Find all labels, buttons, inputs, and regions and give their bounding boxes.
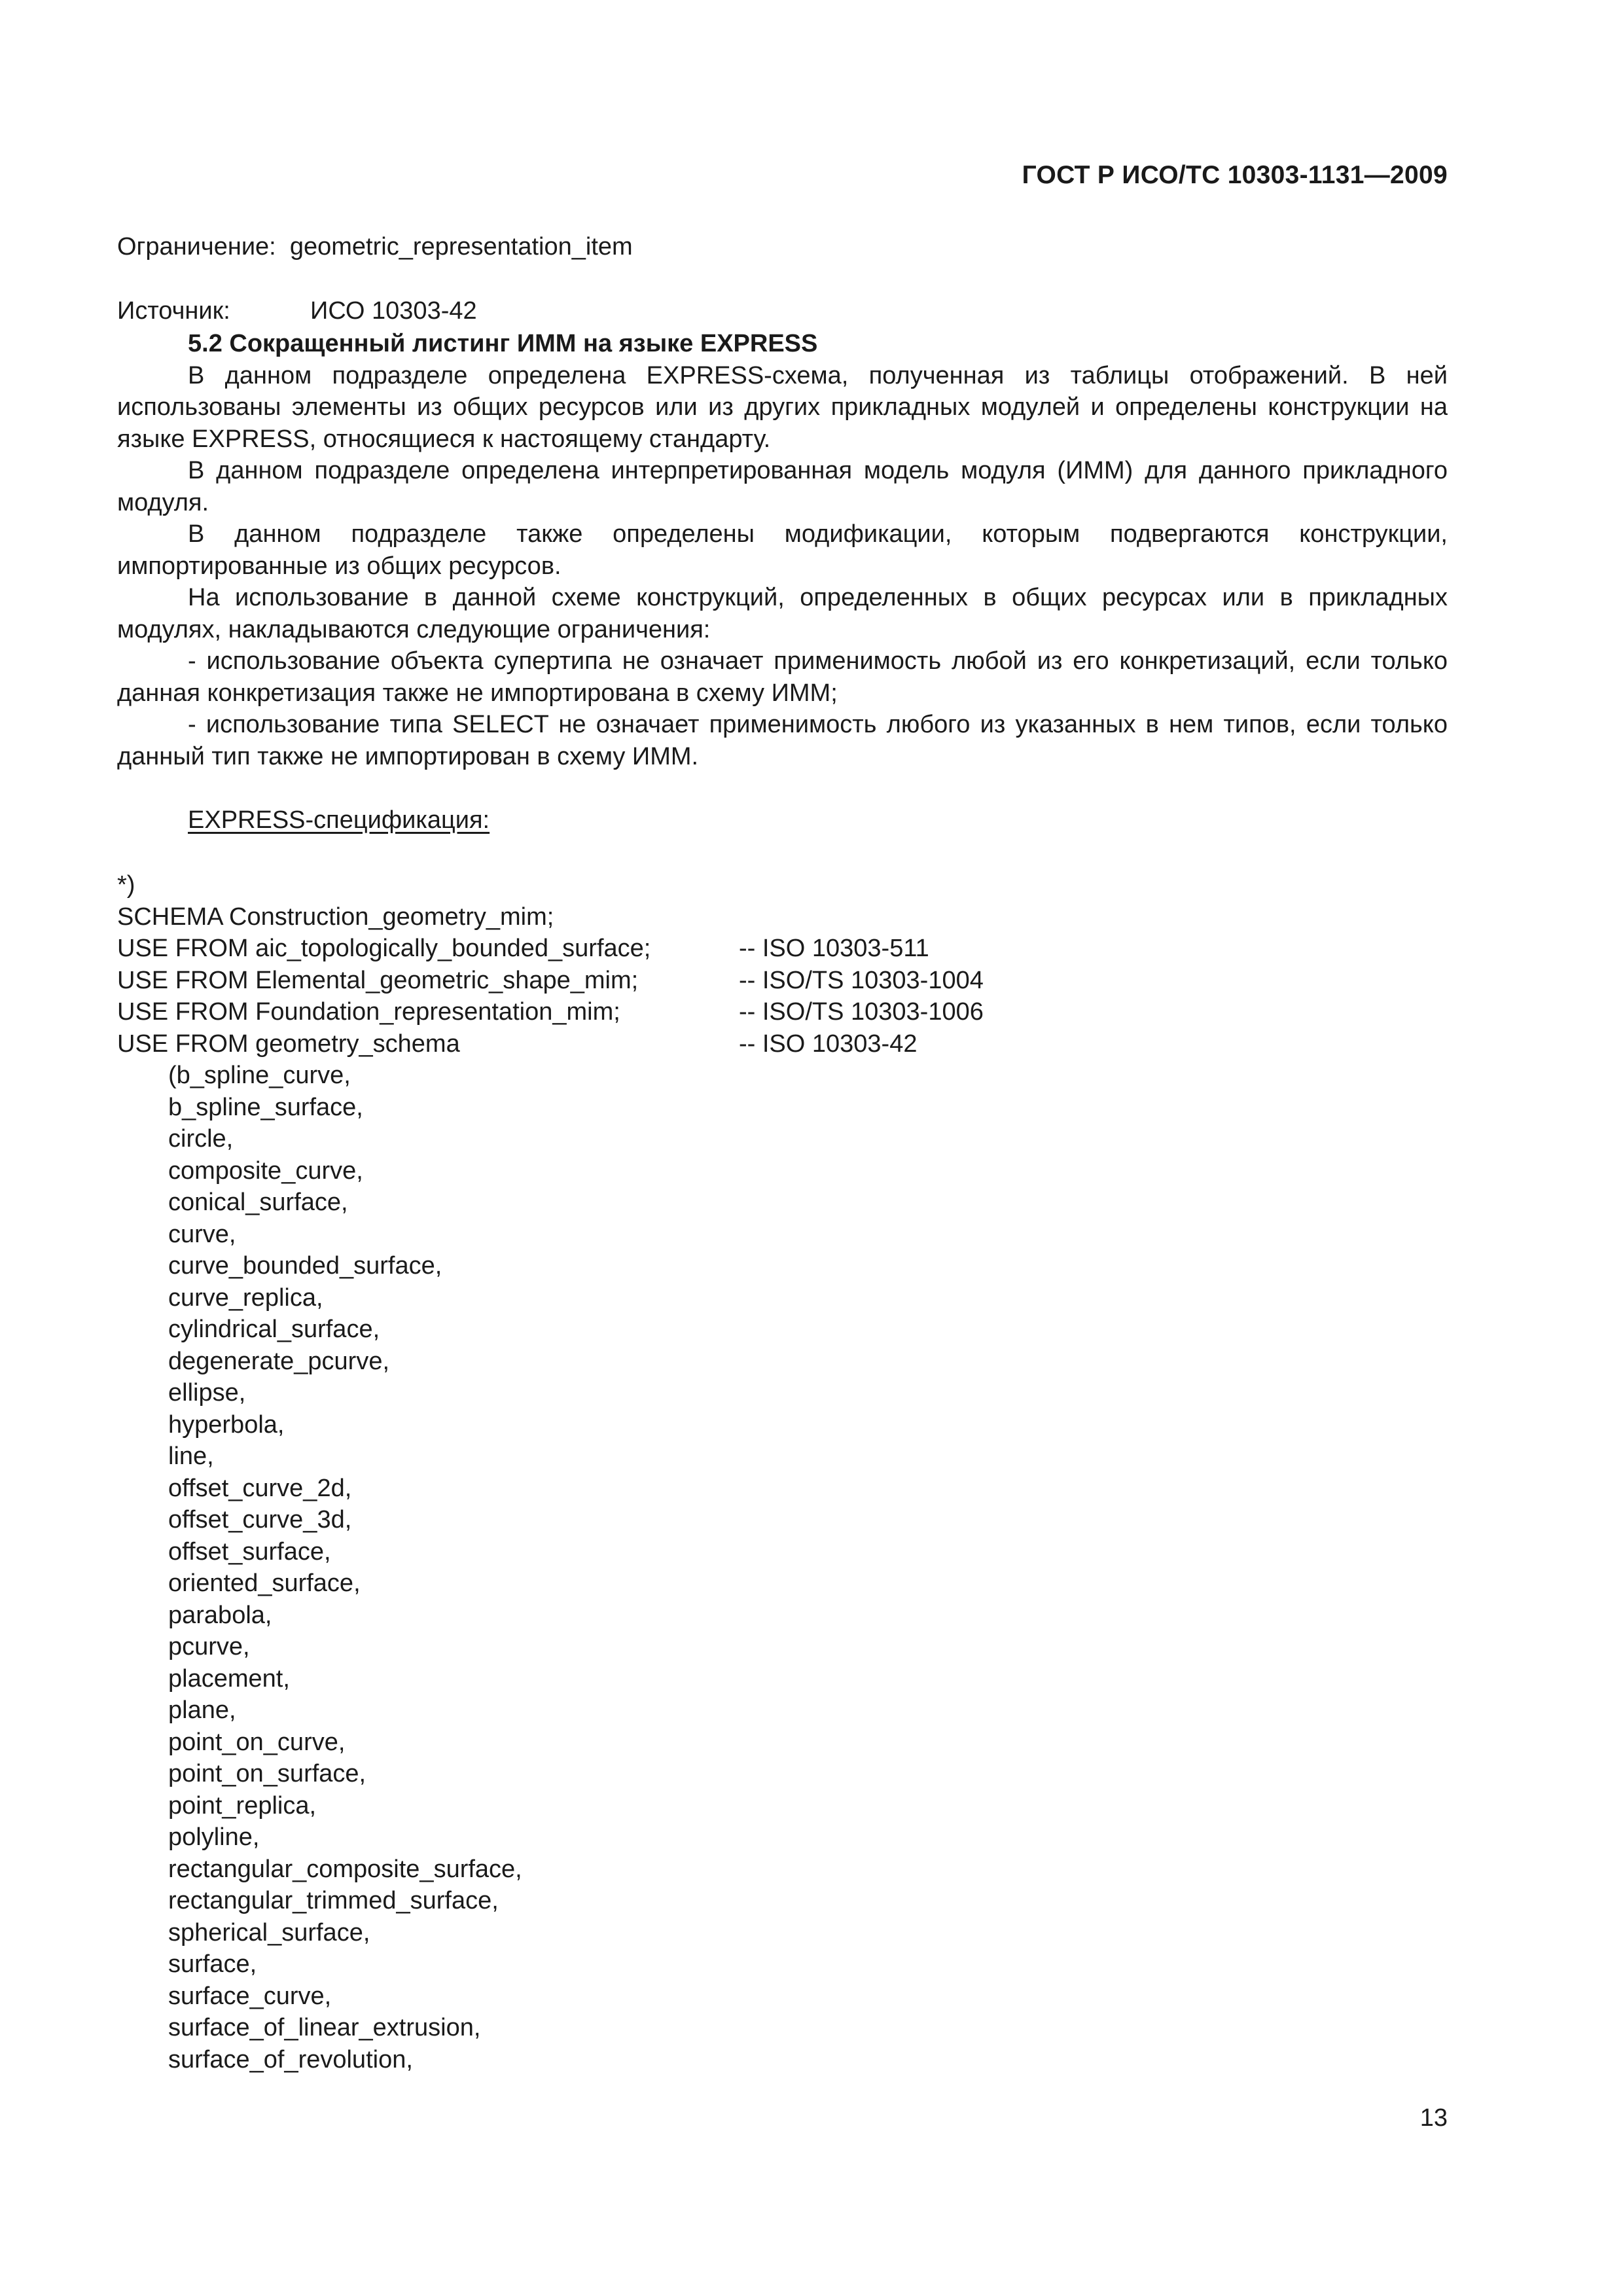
code-item: degenerate_pcurve, xyxy=(168,1347,390,1375)
code-schema: SCHEMA Construction_geometry_mim; xyxy=(117,903,554,931)
express-listing xyxy=(117,869,984,2075)
code-use-row xyxy=(117,996,984,1028)
code-item: surface_of_linear_extrusion, xyxy=(168,2014,481,2041)
code-item: surface, xyxy=(168,1950,257,1978)
code-item: rectangular_composite_surface, xyxy=(168,1855,522,1883)
paragraph: В данном подразделе определена интерпретированная модель модуля (ИММ) для данного прикладного модуля. xyxy=(117,457,1448,516)
code-item: offset_curve_2d, xyxy=(168,1474,352,1502)
code-item: oriented_surface, xyxy=(168,1570,361,1597)
code-item: pcurve, xyxy=(168,1633,250,1660)
section-heading: 5.2 Сокращенный листинг ИММ на языке EXPRESS xyxy=(188,330,818,357)
paragraph: - использование объекта супертипа не означает применимость любой из его конкретизаций, если только данная конкретизация также не импортирована в схему ИММ; xyxy=(117,647,1448,707)
code-item: plane, xyxy=(168,1696,236,1724)
use-statement: USE FROM geometry_schema xyxy=(117,1030,460,1058)
code-item: composite_curve, xyxy=(168,1157,363,1185)
paragraph: В данном подразделе определена EXPRESS-схема, полученная из таблицы отображений. В ней использованы элементы из общих ресурсов или из других прикладных модулей и определены конструкции на языке EXPRESS, относящиеся к настоящему стандарту. xyxy=(117,361,1448,453)
code-item: offset_curve_3d, xyxy=(168,1506,352,1534)
use-comment: -- ISO 10303-511 xyxy=(739,935,929,962)
code-item: hyperbola, xyxy=(168,1410,285,1439)
page-number: 13 xyxy=(1419,2104,1448,2132)
code-item: point_replica, xyxy=(168,1791,317,1820)
code-item: parabola, xyxy=(168,1601,272,1629)
code-use-row xyxy=(117,933,929,965)
paragraph: На использование в данной схеме конструкций, определенных в общих ресурсах или в прикладных модулях, накладываются следующие ограничения: xyxy=(117,584,1448,643)
code-item: curve, xyxy=(168,1220,236,1248)
source-label: Источник: xyxy=(117,297,230,325)
code-item: rectangular_trimmed_surface, xyxy=(168,1887,499,1914)
restriction-line: Ограничение: geometric_representation_item xyxy=(117,233,633,260)
code-item: curve_bounded_surface, xyxy=(168,1252,442,1280)
code-item: polyline, xyxy=(168,1823,260,1851)
code-use-row xyxy=(117,965,984,997)
code-item: circle, xyxy=(168,1125,234,1153)
code-item: b_spline_surface, xyxy=(168,1093,363,1121)
code-item: conical_surface, xyxy=(168,1189,348,1216)
code-item: line, xyxy=(168,1443,214,1470)
code-item: placement, xyxy=(168,1664,290,1693)
code-item: point_on_curve, xyxy=(168,1728,346,1756)
code-item: point_on_surface, xyxy=(168,1760,366,1787)
code-item-list xyxy=(117,1060,651,2075)
code-open: *) xyxy=(117,871,135,899)
express-spec-title: EXPRESS-спецификация: xyxy=(188,806,490,834)
code-item: cylindrical_surface, xyxy=(168,1316,380,1343)
use-statement: USE FROM aic_topologically_bounded_surface; xyxy=(117,935,651,962)
use-comment: -- ISO/TS 10303-1004 xyxy=(739,966,984,994)
code-item: offset_surface, xyxy=(168,1537,331,1566)
source-value: ИСО 10303-42 xyxy=(310,297,477,325)
document-code: ГОСТ Р ИСО/ТС 10303-1131—2009 xyxy=(1022,161,1448,189)
use-comment: -- ISO/TS 10303-1006 xyxy=(739,998,984,1026)
paragraph: - использование типа SELECT не означает применимость любого из указанных в нем типов, если только данный тип также не импортирован в схему ИММ. xyxy=(117,711,1448,770)
code-item: ellipse, xyxy=(168,1379,246,1407)
code-item: surface_of_revolution, xyxy=(168,2045,413,2073)
code-use-row xyxy=(117,1028,918,1060)
code-item: spherical_surface, xyxy=(168,1918,370,1946)
use-statement: USE FROM Foundation_representation_mim; xyxy=(117,998,620,1026)
use-statement: USE FROM Elemental_geometric_shape_mim; xyxy=(117,966,639,994)
use-comment: -- ISO 10303-42 xyxy=(739,1030,918,1058)
section-5-2 xyxy=(117,328,1448,772)
source-line xyxy=(117,295,1448,327)
paragraph: В данном подразделе также определены модификации, которым подвергаются конструкции, импортированные из общих ресурсов. xyxy=(117,520,1448,580)
code-item: (b_spline_curve, xyxy=(168,1062,351,1089)
code-item: surface_curve, xyxy=(168,1982,332,2010)
code-item: curve_replica, xyxy=(168,1283,323,1312)
